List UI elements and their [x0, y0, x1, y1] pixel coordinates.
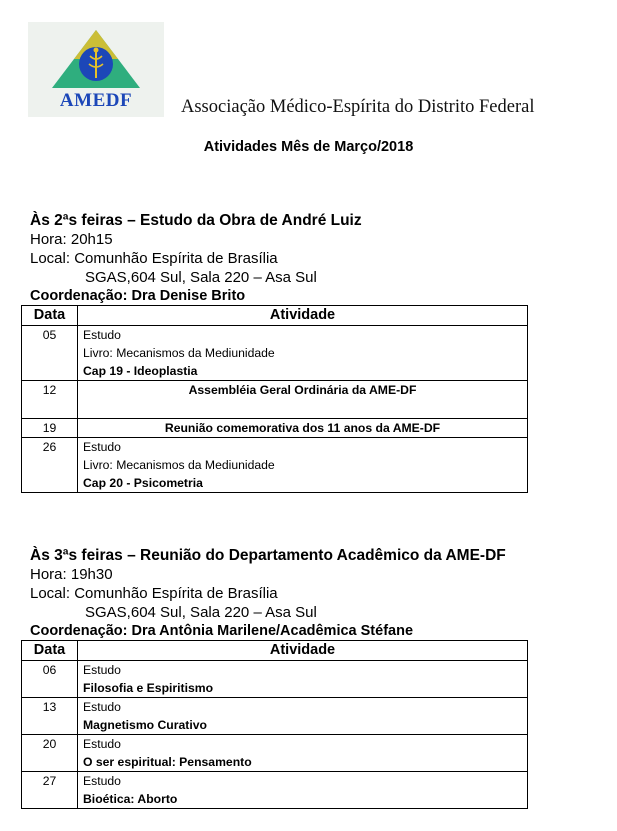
section-coordination: Coordenação: Dra Antônia Marilene/Acadêmica Stéfane — [30, 623, 414, 639]
row-date: 20 — [22, 735, 78, 772]
activity-topic: Magnetismo Curativo — [83, 718, 207, 732]
table-row — [22, 381, 528, 419]
schedule-table-monday — [21, 305, 528, 493]
section-location: Local: Comunhão Espírita de Brasília — [30, 585, 278, 602]
section-address: SGAS,604 Sul, Sala 220 – Asa Sul — [85, 604, 317, 621]
row-activity — [78, 661, 528, 698]
table-header-row — [22, 306, 528, 326]
section-time: Hora: 20h15 — [30, 231, 113, 248]
row-activity — [78, 772, 528, 809]
activity-type: Estudo — [83, 700, 121, 714]
row-activity — [78, 735, 528, 772]
section-time: Hora: 19h30 — [30, 566, 113, 583]
activity-type: Estudo — [83, 328, 121, 342]
activity-type: Estudo — [83, 663, 121, 677]
activity-topic: Filosofia e Espiritismo — [83, 681, 214, 695]
organization-name: Associação Médico-Espírita do Distrito Federal — [181, 97, 535, 117]
activity-chapter: Cap 19 - Ideoplastia — [83, 364, 198, 378]
table-row — [22, 735, 528, 772]
section-monday — [30, 211, 550, 305]
page-title: Atividades Mês de Março/2018 — [203, 139, 414, 155]
activity-book: Livro: Mecanismos da Mediunidade — [83, 458, 275, 472]
row-activity — [78, 698, 528, 735]
table-row — [22, 698, 528, 735]
row-date: 05 — [22, 326, 78, 381]
table-header-row — [22, 641, 528, 661]
column-header-date: Data — [22, 306, 78, 326]
row-activity: Reunião comemorativa dos 11 anos da AME-DF — [78, 419, 528, 438]
section-address: SGAS,604 Sul, Sala 220 – Asa Sul — [85, 269, 317, 286]
table-row — [22, 326, 528, 381]
table-row — [22, 772, 528, 809]
column-header-activity: Atividade — [78, 306, 528, 326]
logo-text: AMEDF — [59, 90, 133, 111]
section-heading: Às 2ªs feiras – Estudo da Obra de André Luiz — [30, 212, 362, 229]
row-activity — [78, 438, 528, 493]
row-activity: Assembléia Geral Ordinária da AME-DF — [78, 381, 528, 419]
row-date: 06 — [22, 661, 78, 698]
row-activity — [78, 326, 528, 381]
schedule-table-tuesday — [21, 640, 528, 809]
table-row — [22, 419, 528, 438]
column-header-activity: Atividade — [78, 641, 528, 661]
activity-type: Estudo — [83, 440, 121, 454]
table-row — [22, 438, 528, 493]
column-header-date: Data — [22, 641, 78, 661]
activity-type: Estudo — [83, 774, 121, 788]
table-row — [22, 661, 528, 698]
row-date: 12 — [22, 381, 78, 419]
activity-type: Estudo — [83, 737, 121, 751]
activity-topic: O ser espiritual: Pensamento — [83, 755, 252, 769]
section-heading: Às 3ªs feiras – Reunião do Departamento Acadêmico da AME-DF — [30, 547, 506, 564]
row-date: 19 — [22, 419, 78, 438]
activity-chapter: Cap 20 - Psicometria — [83, 476, 203, 490]
section-coordination: Coordenação: Dra Denise Brito — [30, 288, 246, 304]
section-tuesday — [30, 546, 550, 640]
row-date: 13 — [22, 698, 78, 735]
activity-book: Livro: Mecanismos da Mediunidade — [83, 346, 275, 360]
amedf-logo — [28, 22, 164, 117]
row-date: 27 — [22, 772, 78, 809]
activity-topic: Bioética: Aborto — [83, 792, 178, 806]
row-date: 26 — [22, 438, 78, 493]
section-location: Local: Comunhão Espírita de Brasília — [30, 250, 278, 267]
